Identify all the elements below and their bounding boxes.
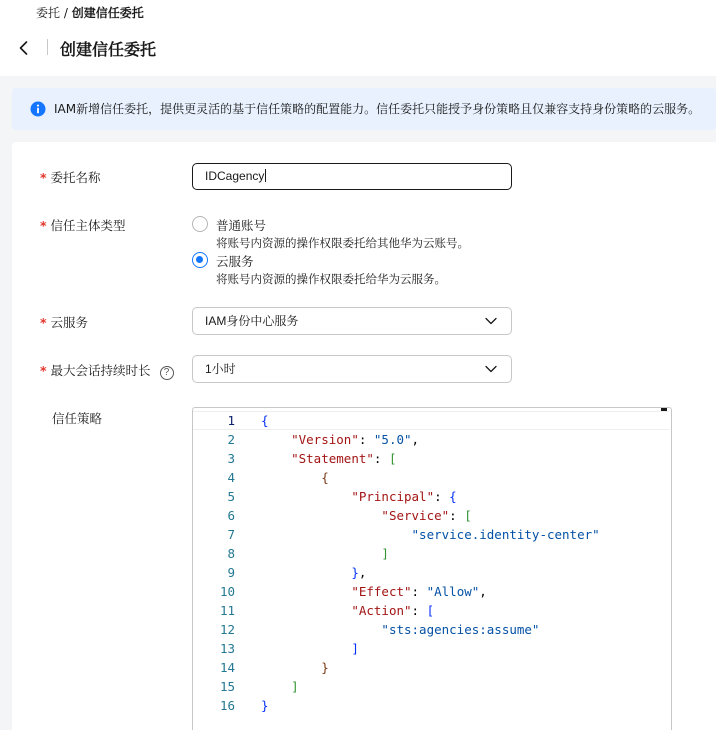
code-text bbox=[261, 639, 359, 658]
code-text bbox=[261, 696, 269, 715]
code-line[interactable] bbox=[193, 544, 669, 563]
principal-type-label: * 信任主体类型 bbox=[40, 218, 126, 233]
code-token bbox=[261, 641, 351, 656]
code-token bbox=[261, 527, 412, 542]
max-session-value: 1小时 bbox=[205, 362, 236, 376]
code-token: { bbox=[261, 413, 269, 428]
radio-cloud-service[interactable] bbox=[192, 252, 208, 268]
line-number: 12 bbox=[219, 622, 235, 637]
code-token: } bbox=[321, 660, 329, 675]
code-token: "Service" bbox=[381, 508, 450, 523]
line-number: 14 bbox=[219, 660, 235, 675]
code-line[interactable] bbox=[193, 430, 669, 449]
code-token: , bbox=[358, 565, 367, 580]
line-number: 15 bbox=[219, 679, 235, 694]
back-button[interactable] bbox=[14, 36, 34, 60]
code-token: : bbox=[434, 489, 450, 504]
code-token bbox=[261, 584, 351, 599]
code-text bbox=[261, 658, 329, 677]
line-number: 3 bbox=[227, 451, 235, 466]
code-text bbox=[261, 563, 366, 582]
radio-description: 将账号内资源的操作权限委托给华为云服务。 bbox=[216, 272, 446, 286]
code-line[interactable] bbox=[193, 563, 669, 582]
cloud-service-select[interactable] bbox=[192, 307, 512, 335]
chevron-down-icon bbox=[485, 316, 497, 326]
radio-label: 云服务 bbox=[216, 254, 254, 269]
agency-name-input[interactable]: IDCagency bbox=[192, 163, 512, 190]
code-token: "5.0" bbox=[373, 432, 412, 447]
code-text bbox=[261, 525, 600, 544]
code-token bbox=[261, 679, 291, 694]
code-token bbox=[261, 451, 291, 466]
line-number: 9 bbox=[227, 565, 235, 580]
breadcrumb-parent[interactable]: 委托 bbox=[36, 6, 61, 20]
code-token: ] bbox=[291, 679, 299, 694]
code-token bbox=[261, 565, 351, 580]
code-token bbox=[261, 508, 381, 523]
code-token: "Effect" bbox=[351, 584, 412, 599]
cloud-service-label: * 云服务 bbox=[40, 315, 89, 330]
info-banner bbox=[12, 88, 716, 130]
info-banner-text: IAM新增信任委托，提供更灵活的基于信任策略的配置能力。信任委托只能授予身份策略且仅兼容支持身份策略的云服务。 bbox=[54, 102, 701, 116]
required-mark: * bbox=[40, 363, 47, 378]
code-token: { bbox=[449, 489, 457, 504]
code-text bbox=[261, 544, 389, 563]
chevron-left-icon bbox=[14, 36, 34, 60]
line-number: 6 bbox=[227, 508, 235, 523]
code-line[interactable] bbox=[193, 601, 669, 620]
line-number: 7 bbox=[227, 527, 235, 542]
code-token: ] bbox=[381, 546, 389, 561]
page-header bbox=[0, 0, 716, 76]
code-token: : bbox=[411, 584, 427, 599]
max-session-select[interactable] bbox=[192, 355, 512, 383]
question-circle-icon[interactable]: ? bbox=[160, 366, 174, 380]
code-token: : bbox=[411, 603, 427, 618]
code-text bbox=[261, 620, 539, 639]
radio-normal-account[interactable] bbox=[192, 216, 208, 232]
code-line[interactable] bbox=[193, 677, 669, 696]
code-text bbox=[261, 430, 419, 449]
code-token: ] bbox=[351, 641, 359, 656]
line-number: 2 bbox=[227, 432, 235, 447]
code-text bbox=[261, 487, 457, 506]
trust-policy-editor[interactable] bbox=[192, 407, 672, 730]
trust-policy-label: 信任策略 bbox=[52, 411, 103, 426]
code-token: "Statement" bbox=[291, 451, 374, 466]
code-token: } bbox=[261, 698, 269, 713]
code-text bbox=[261, 582, 487, 601]
required-mark: * bbox=[40, 218, 47, 233]
breadcrumb-current: 创建信任委托 bbox=[71, 6, 144, 20]
code-text bbox=[261, 506, 472, 525]
code-line[interactable] bbox=[193, 487, 669, 506]
info-icon bbox=[30, 101, 46, 117]
code-line[interactable] bbox=[193, 582, 669, 601]
line-number: 16 bbox=[219, 698, 235, 713]
radio-description: 将账号内资源的操作权限委托给其他华为云账号。 bbox=[216, 236, 469, 250]
line-number: 5 bbox=[227, 489, 235, 504]
code-text bbox=[261, 468, 329, 487]
code-token bbox=[261, 622, 381, 637]
code-token: "Allow" bbox=[426, 584, 480, 599]
line-number: 11 bbox=[219, 603, 235, 618]
code-text bbox=[261, 411, 269, 430]
code-line[interactable] bbox=[193, 658, 669, 677]
code-line[interactable] bbox=[193, 411, 669, 430]
page-title: 创建信任委托 bbox=[60, 40, 157, 59]
line-number: 10 bbox=[219, 584, 235, 599]
code-line[interactable] bbox=[193, 696, 669, 715]
code-token: : bbox=[373, 451, 389, 466]
code-token bbox=[261, 489, 351, 504]
code-token: "sts:agencies:assume" bbox=[381, 622, 540, 637]
text-caret bbox=[265, 169, 266, 182]
line-number: 13 bbox=[219, 641, 235, 656]
line-number: 4 bbox=[227, 470, 235, 485]
code-line[interactable] bbox=[193, 620, 669, 639]
max-session-label: * 最大会话持续时长 ? bbox=[40, 361, 174, 380]
code-token: , bbox=[411, 432, 420, 447]
code-token: : bbox=[449, 508, 465, 523]
code-line[interactable] bbox=[193, 525, 669, 544]
chevron-down-icon bbox=[485, 364, 497, 374]
code-token: [ bbox=[426, 603, 435, 618]
code-token: } bbox=[351, 565, 359, 580]
title-divider bbox=[47, 39, 48, 55]
code-token bbox=[261, 470, 321, 485]
code-line[interactable] bbox=[193, 449, 669, 468]
code-line[interactable] bbox=[193, 468, 669, 487]
code-token: , bbox=[479, 584, 487, 599]
code-token bbox=[261, 603, 351, 618]
code-token: "service.identity-center" bbox=[411, 527, 600, 542]
line-number: 8 bbox=[227, 546, 235, 561]
required-mark: * bbox=[40, 170, 47, 185]
line-number: 1 bbox=[227, 413, 235, 428]
code-token bbox=[261, 546, 381, 561]
breadcrumb bbox=[36, 4, 144, 21]
breadcrumb-separator: / bbox=[60, 6, 72, 20]
required-mark: * bbox=[40, 315, 47, 330]
code-token: { bbox=[321, 470, 329, 485]
code-token bbox=[261, 660, 321, 675]
code-token: "Version" bbox=[291, 432, 359, 447]
code-text bbox=[261, 601, 434, 620]
code-text bbox=[261, 677, 299, 696]
radio-label: 普通账号 bbox=[216, 218, 267, 233]
code-text bbox=[261, 449, 397, 468]
agency-name-label: * 委托名称 bbox=[40, 170, 101, 185]
cloud-service-value: IAM身份中心服务 bbox=[205, 314, 299, 328]
code-token: [ bbox=[388, 451, 397, 466]
code-line[interactable] bbox=[193, 506, 669, 525]
code-token: : bbox=[358, 432, 374, 447]
code-token bbox=[261, 432, 291, 447]
code-token: "Action" bbox=[351, 603, 412, 618]
code-token: "Principal" bbox=[351, 489, 435, 504]
code-line[interactable] bbox=[193, 639, 669, 658]
code-token: [ bbox=[464, 508, 472, 523]
